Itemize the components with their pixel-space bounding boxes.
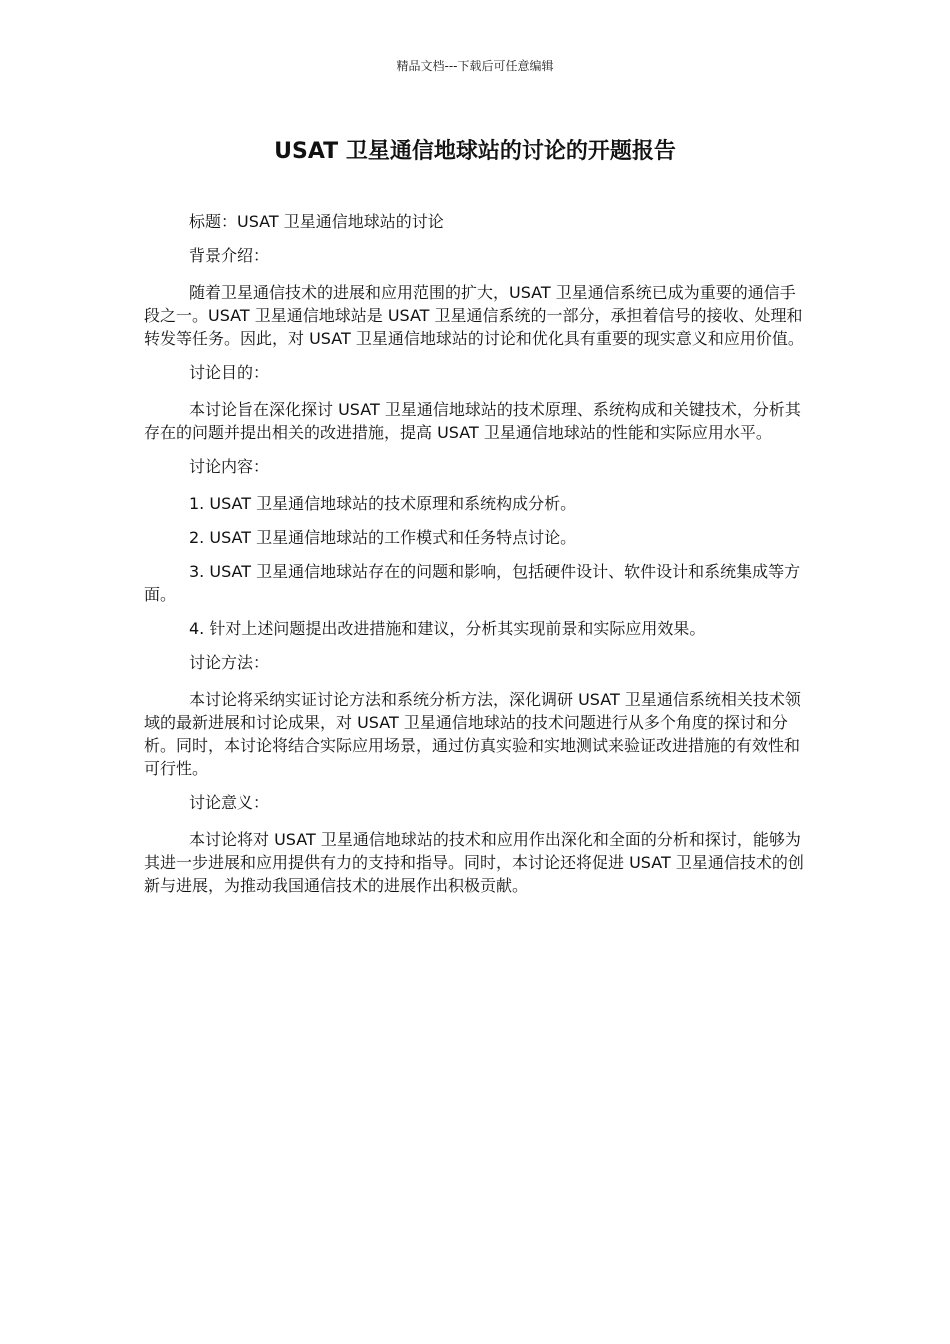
section-heading-background: 背景介绍： (189, 246, 270, 265)
header-note: 精品文档---下载后可任意编辑 (396, 59, 554, 73)
content-item-1: 1. USAT 卫星通信地球站的技术原理和系统构成分析。 (189, 494, 577, 513)
subject-line: 标题：USAT 卫星通信地球站的讨论 (189, 212, 444, 231)
significance-paragraph: 本讨论将对 USAT 卫星通信地球站的技术和应用作出深化和全面的分析和探讨，能够为其进一步进展和应用提供有力的支持和指导。同时，本讨论还将促进 USAT 卫星通信技术的创新与进展，为推动我国通信技术的进展作出积极贡献。 (144, 830, 804, 895)
content-item-2: 2. USAT 卫星通信地球站的工作模式和任务特点讨论。 (189, 528, 577, 547)
document-body (144, 210, 808, 908)
section-heading-purpose: 讨论目的： (189, 363, 270, 382)
content-item-3: 3. USAT 卫星通信地球站存在的问题和影响，包括硬件设计、软件设计和系统集成等方面。 (144, 562, 801, 604)
section-heading-significance: 讨论意义： (189, 793, 270, 812)
purpose-paragraph: 本讨论旨在深化探讨 USAT 卫星通信地球站的技术原理、系统构成和关键技术，分析其存在的问题并提出相关的改进措施，提高 USAT 卫星通信地球站的性能和实际应用水平。 (144, 400, 801, 442)
section-heading-method: 讨论方法： (189, 653, 270, 672)
background-paragraph: 随着卫星通信技术的进展和应用范围的扩大，USAT 卫星通信系统已成为重要的通信手段之一。USAT 卫星通信地球站是 USAT 卫星通信系统的一部分，承担着信号的接收、处理和转发等任务。因此，对 USAT 卫星通信地球站的讨论和优化具有重要的现实意义和应用价值。 (144, 283, 804, 348)
method-paragraph: 本讨论将采纳实证讨论方法和系统分析方法，深化调研 USAT 卫星通信系统相关技术领域的最新进展和讨论成果，对 USAT 卫星通信地球站的技术问题进行从多个角度的探讨和分析。同时，本讨论将结合实际应用场景，通过仿真实验和实地测试来验证改进措施的有效性和可行性。 (144, 690, 801, 778)
section-heading-content: 讨论内容： (189, 457, 270, 476)
content-item-4: 4. 针对上述问题提出改进措施和建议，分析其实现前景和实际应用效果。 (189, 619, 706, 638)
document-title: USAT 卫星通信地球站的讨论的开题报告 (274, 139, 676, 164)
